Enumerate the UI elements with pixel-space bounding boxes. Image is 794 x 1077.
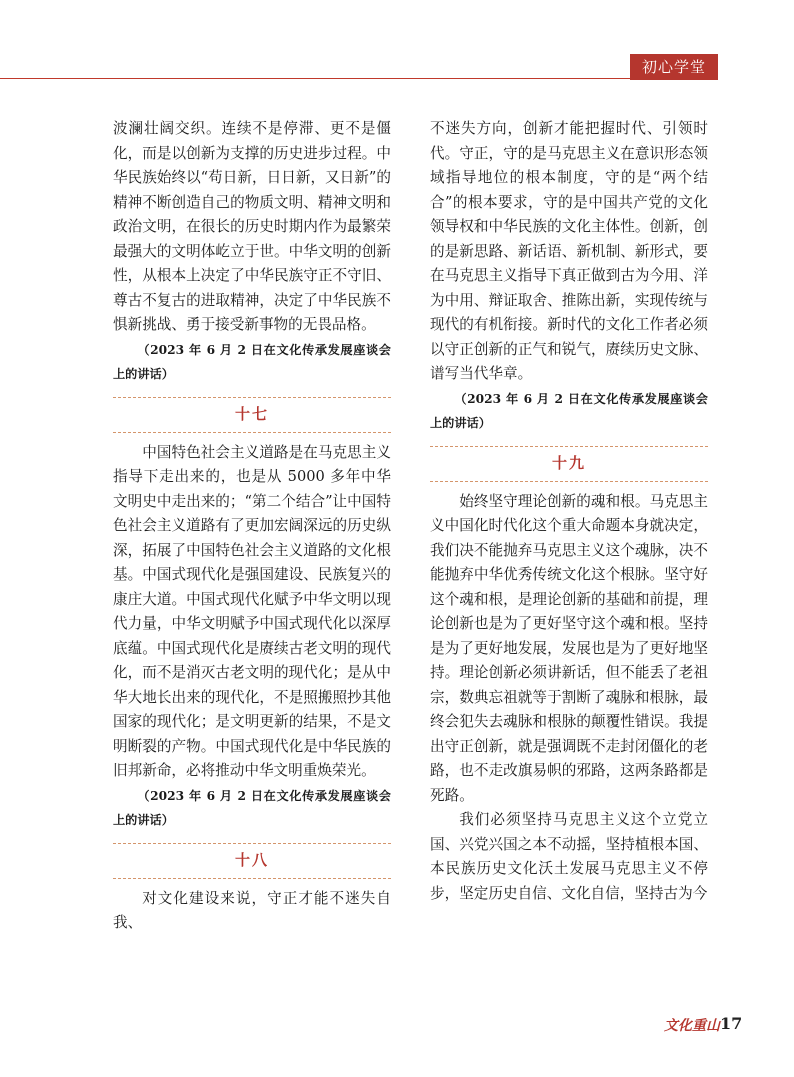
section-heading-17 <box>113 397 391 433</box>
source-citation: （2023 年 6 月 2 日在文化传承发展座谈会上的讲话） <box>430 391 708 430</box>
column-tag: 初心学堂 <box>630 54 718 80</box>
right-column <box>430 117 708 906</box>
paragraph: 中国特色社会主义道路是在马克思主义指导下走出来的，也是从 5000 多年中华文明史中走出来的；“第二个结合”让中国特色社会主义道路有了更加宏阔深远的历史纵深，拓展了中国特色社会主义道路的文化根基。中国式现代化是强国建设、民族复兴的康庄大道。中国式现代化赋予中华文明以现代力量，中华文明赋予中国式现代化以深厚底蕴。中国式现代化是赓续古老文明的现代化，而不是消灭古老文明的现代化；是从中华大地长出来的现代化，不是照搬照抄其他国家的现代化；是文明更新的结果，不是文明断裂的产物。中国式现代化是中华民族的旧邦新命，必将推动中华文明重焕荣光。 <box>113 443 391 779</box>
left-column <box>113 117 391 936</box>
page-number: 17 <box>720 1014 743 1033</box>
source-citation: （2023 年 6 月 2 日在文化传承发展座谈会上的讲话） <box>113 342 391 381</box>
paragraph: 我们必须坚持马克思主义这个立党立国、兴党兴国之本不动摇，坚持植根本国、本民族历史文化沃土发展马克思主义不停步，坚定历史自信、文化自信，坚持古为今 <box>430 811 708 902</box>
magazine-logo: 文化重山 <box>664 1018 720 1034</box>
section-number: 十七 <box>234 404 269 423</box>
paragraph: 波澜壮阔交织。连续不是停滞、更不是僵化，而是以创新为支撑的历史进步过程。中华民族始终以“苟日新，日日新，又日新”的精神不断创造自己的物质文明、精神文明和政治文明，在很长的历史时期内作为最繁荣最强大的文明体屹立于世。中华文明的创新性，从根本上决定了中华民族守正不守旧、尊古不复古的进取精神，决定了中华民族不惧新挑战、勇于接受新事物的无畏品格。 <box>113 120 391 333</box>
paragraph: 对文化建设来说，守正才能不迷失自我、 <box>113 889 391 931</box>
source-citation: （2023 年 6 月 2 日在文化传承发展座谈会上的讲话） <box>113 788 391 827</box>
section-heading-18 <box>113 843 391 879</box>
section-number: 十九 <box>551 453 586 472</box>
section-number: 十八 <box>234 850 269 869</box>
paragraph: 不迷失方向，创新才能把握时代、引领时代。守正，守的是马克思主义在意识形态领域指导地位的根本制度，守的是“两个结合”的根本要求，守的是中国共产党的文化领导权和中华民族的文化主体性。创新，创的是新思路、新话语、新机制、新形式，要在马克思主义指导下真正做到古为今用、洋为中用、辩证取舍、推陈出新，实现传统与现代的有机衔接。新时代的文化工作者必须以守正创新的正气和锐气，赓续历史文脉、谱写当代华章。 <box>430 120 708 382</box>
header-rule <box>0 78 698 79</box>
paragraph: 始终坚守理论创新的魂和根。马克思主义中国化时代化这个重大命题本身就决定，我们决不能抛弃马克思主义这个魂脉，决不能抛弃中华优秀传统文化这个根脉。坚守好这个魂和根，是理论创新的基础和前提，理论创新也是为了更好坚守这个魂和根。坚持是为了更好地发展，发展也是为了更好地坚持。理论创新必须讲新话，但不能丢了老祖宗，数典忘祖就等于割断了魂脉和根脉，最终会犯失去魂脉和根脉的颠覆性错误。我提出守正创新，就是强调既不走封闭僵化的老路，也不走改旗易帜的邪路，这两条路都是死路。 <box>430 492 708 804</box>
section-heading-19 <box>430 446 708 482</box>
